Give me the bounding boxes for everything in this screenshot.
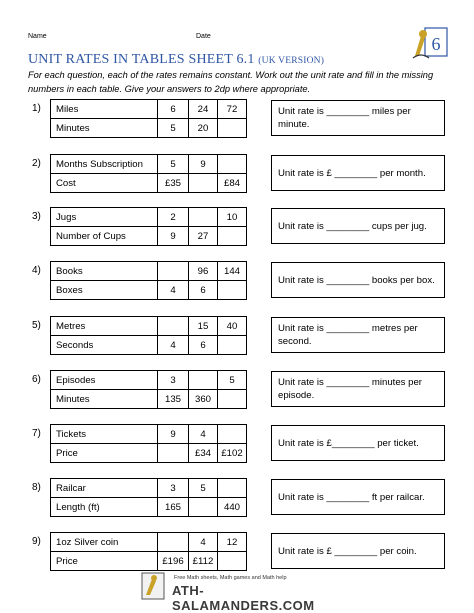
answer-text: Unit rate is £________ per ticket.: [278, 437, 419, 449]
answer-text: Unit rate is ________ ft per railcar.: [278, 491, 425, 503]
rate-table: [50, 424, 247, 463]
question-number: 7): [32, 428, 41, 439]
row-label-cell: Metres: [51, 317, 158, 336]
row-label-cell: Price: [51, 552, 158, 571]
footer-brand-name: ATH-SALAMANDERS.COM: [172, 583, 315, 613]
row-label-cell: Seconds: [51, 336, 158, 355]
question-number: 3): [32, 211, 41, 222]
salamander-footer-icon: [140, 571, 166, 601]
row-label-cell: Cost: [51, 174, 158, 193]
value-cell[interactable]: [218, 119, 247, 138]
row-label-cell: Books: [51, 262, 158, 281]
value-cell[interactable]: 135: [158, 390, 189, 409]
value-cell[interactable]: 27: [189, 227, 218, 246]
svg-text:6: 6: [431, 34, 441, 54]
row-label-cell: Months Subscription: [51, 155, 158, 174]
value-cell[interactable]: [158, 317, 189, 336]
value-cell[interactable]: £34: [189, 444, 218, 463]
answer-text: Unit rate is ________ minutes per episode.: [278, 377, 422, 401]
value-cell[interactable]: [218, 281, 247, 300]
rate-table: [50, 478, 247, 517]
table-row: [51, 498, 247, 517]
question-number: 6): [32, 374, 41, 385]
table-row: [51, 444, 247, 463]
table-row: [51, 208, 247, 227]
table-row: [51, 371, 247, 390]
value-cell[interactable]: 4: [158, 281, 189, 300]
value-cell[interactable]: 72: [218, 100, 247, 119]
value-cell[interactable]: 4: [158, 336, 189, 355]
value-cell[interactable]: 5: [189, 479, 218, 498]
footer-tagline: Free Math sheets, Math games and Math help: [174, 575, 287, 581]
title-text: UNIT RATES IN TABLES SHEET 6.1: [28, 52, 255, 67]
rate-table: [50, 154, 247, 193]
value-cell[interactable]: [189, 498, 218, 517]
rate-table: [50, 370, 247, 409]
value-cell[interactable]: [218, 390, 247, 409]
value-cell[interactable]: 440: [218, 498, 247, 517]
question-number: 2): [32, 158, 41, 169]
title-subtitle: (UK VERSION): [258, 56, 325, 66]
answer-text: Unit rate is ________ miles per minute.: [278, 106, 411, 130]
rate-table: [50, 207, 247, 246]
value-cell[interactable]: [158, 262, 189, 281]
value-cell[interactable]: £196: [158, 552, 189, 571]
row-label-cell: Jugs: [51, 208, 158, 227]
value-cell[interactable]: 20: [189, 119, 218, 138]
rate-table: [50, 261, 247, 300]
table-row: [51, 425, 247, 444]
value-cell[interactable]: 6: [189, 281, 218, 300]
value-cell[interactable]: 4: [189, 425, 218, 444]
value-cell[interactable]: 9: [158, 227, 189, 246]
answer-text: Unit rate is ________ metres per second.: [278, 323, 418, 347]
row-label-cell: Minutes: [51, 390, 158, 409]
table-row: [51, 390, 247, 409]
value-cell[interactable]: 24: [189, 100, 218, 119]
answer-box[interactable]: [271, 371, 445, 407]
value-cell[interactable]: 10: [218, 208, 247, 227]
value-cell[interactable]: 9: [158, 425, 189, 444]
value-cell[interactable]: 5: [158, 155, 189, 174]
value-cell[interactable]: 12: [218, 533, 247, 552]
row-label-cell: Miles: [51, 100, 158, 119]
value-cell[interactable]: 15: [189, 317, 218, 336]
instructions: For each question, each of the rates remains constant. Work out the unit rate and fill in the missing numbers in each table. Give your answers to 2dp where appropriate.: [28, 70, 434, 94]
footer-brand: [140, 571, 340, 613]
answer-box[interactable]: [271, 155, 445, 191]
answer-box[interactable]: [271, 425, 445, 461]
answer-box[interactable]: [271, 208, 445, 244]
row-label-cell: Railcar: [51, 479, 158, 498]
date-label: Date: [196, 33, 211, 40]
value-cell[interactable]: [189, 174, 218, 193]
value-cell[interactable]: 2: [158, 208, 189, 227]
table-row: [51, 262, 247, 281]
answer-box[interactable]: [271, 533, 445, 569]
row-label-cell: Boxes: [51, 281, 158, 300]
value-cell[interactable]: 6: [189, 336, 218, 355]
value-cell[interactable]: 4: [189, 533, 218, 552]
question-number: 5): [32, 320, 41, 331]
value-cell[interactable]: [218, 425, 247, 444]
table-row: [51, 317, 247, 336]
value-cell[interactable]: £102: [218, 444, 247, 463]
table-row: [51, 227, 247, 246]
value-cell[interactable]: 40: [218, 317, 247, 336]
value-cell[interactable]: 9: [189, 155, 218, 174]
table-row: [51, 336, 247, 355]
answer-box[interactable]: [271, 100, 445, 136]
value-cell[interactable]: 360: [189, 390, 218, 409]
value-cell[interactable]: £84: [218, 174, 247, 193]
question-number: 1): [32, 103, 41, 114]
value-cell[interactable]: £112: [189, 552, 218, 571]
value-cell[interactable]: 6: [158, 100, 189, 119]
rate-table: [50, 99, 247, 138]
table-row: [51, 479, 247, 498]
value-cell[interactable]: 165: [158, 498, 189, 517]
value-cell[interactable]: [158, 533, 189, 552]
value-cell[interactable]: [218, 552, 247, 571]
row-label-cell: Tickets: [51, 425, 158, 444]
row-label-cell: Price: [51, 444, 158, 463]
answer-box[interactable]: [271, 479, 445, 515]
answer-text: Unit rate is £ ________ per coin.: [278, 545, 417, 557]
answer-text: Unit rate is ________ books per box.: [278, 274, 435, 286]
value-cell[interactable]: 3: [158, 479, 189, 498]
salamander-logo-icon: [411, 26, 449, 60]
value-cell[interactable]: 144: [218, 262, 247, 281]
question-number: 9): [32, 536, 41, 547]
row-label-cell: Number of Cups: [51, 227, 158, 246]
question-number: 8): [32, 482, 41, 493]
value-cell[interactable]: 96: [189, 262, 218, 281]
value-cell[interactable]: 3: [158, 371, 189, 390]
table-row: [51, 119, 247, 138]
page-title: [28, 52, 324, 68]
value-cell[interactable]: [189, 371, 218, 390]
row-label-cell: Minutes: [51, 119, 158, 138]
answer-text: Unit rate is ________ cups per jug.: [278, 220, 427, 232]
table-row: [51, 281, 247, 300]
value-cell[interactable]: [218, 227, 247, 246]
table-row: [51, 533, 247, 552]
value-cell[interactable]: [158, 444, 189, 463]
answer-box[interactable]: [271, 317, 445, 353]
table-row: [51, 100, 247, 119]
rate-table: [50, 316, 247, 355]
value-cell[interactable]: £35: [158, 174, 189, 193]
question-number: 4): [32, 265, 41, 276]
row-label-cell: 1oz Silver coin: [51, 533, 158, 552]
table-row: [51, 174, 247, 193]
answer-box[interactable]: [271, 262, 445, 298]
value-cell[interactable]: [189, 208, 218, 227]
value-cell[interactable]: 5: [218, 371, 247, 390]
rate-table: [50, 532, 247, 571]
table-row: [51, 155, 247, 174]
table-row: [51, 552, 247, 571]
row-label-cell: Length (ft): [51, 498, 158, 517]
value-cell[interactable]: [218, 155, 247, 174]
value-cell[interactable]: [218, 336, 247, 355]
answer-text: Unit rate is £ ________ per month.: [278, 167, 426, 179]
name-label: Name: [28, 33, 47, 40]
row-label-cell: Episodes: [51, 371, 158, 390]
value-cell[interactable]: 5: [158, 119, 189, 138]
value-cell[interactable]: [218, 479, 247, 498]
